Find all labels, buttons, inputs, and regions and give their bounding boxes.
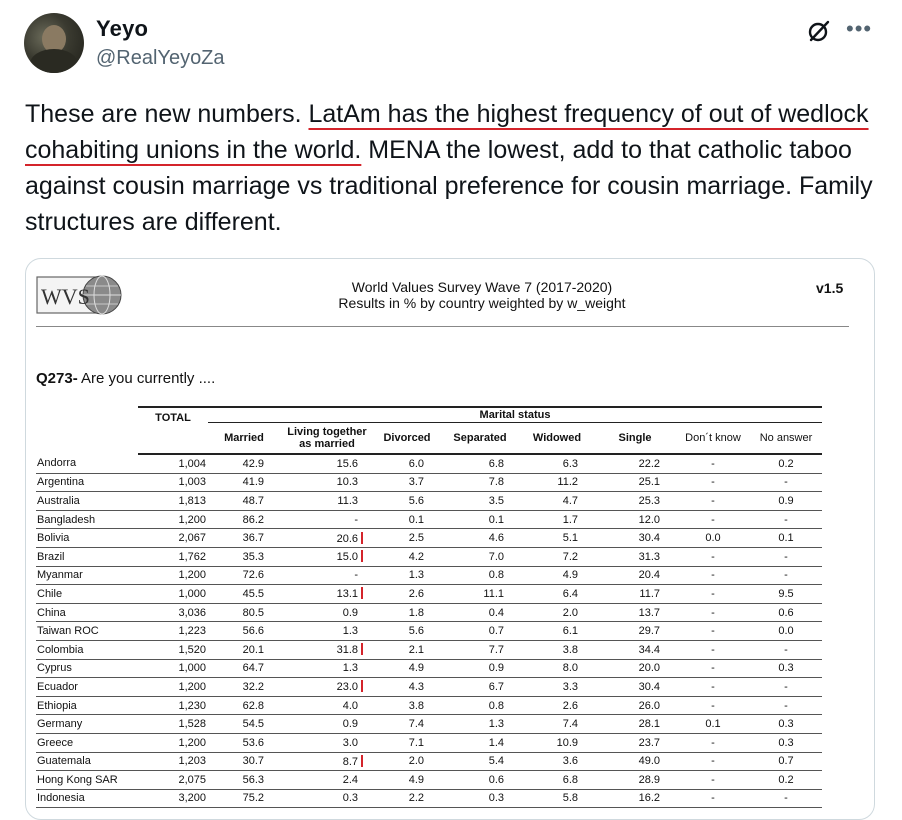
cell-living-together: 20.6 — [280, 529, 374, 548]
avatar[interactable] — [24, 13, 84, 73]
cell-single: 30.4 — [594, 529, 676, 548]
cell-married: 53.6 — [208, 733, 280, 752]
cell-no-answer: 0.0 — [750, 622, 822, 641]
avatar-body — [30, 49, 78, 73]
question-code: Q273- — [36, 370, 78, 387]
cell-married: 48.7 — [208, 492, 280, 511]
cell-country: Ethiopia — [36, 696, 138, 715]
cell-divorced: 2.6 — [374, 585, 440, 604]
cell-no-answer: 0.1 — [750, 529, 822, 548]
cell-country: Cyprus — [36, 659, 138, 678]
cell-country: Myanmar — [36, 566, 138, 585]
table-row — [36, 566, 822, 585]
cell-total: 1,813 — [138, 492, 208, 511]
cell-divorced: 2.1 — [374, 640, 440, 659]
cell-married: 54.5 — [208, 715, 280, 734]
cell-living-together: 8.7 — [280, 752, 374, 771]
cell-separated: 0.3 — [440, 789, 520, 808]
cell-total: 1,520 — [138, 640, 208, 659]
cell-total: 1,528 — [138, 715, 208, 734]
cell-country: Germany — [36, 715, 138, 734]
cell-single: 11.7 — [594, 585, 676, 604]
cell-single: 34.4 — [594, 640, 676, 659]
cell-widowed: 6.8 — [520, 771, 594, 790]
cell-divorced: 4.3 — [374, 678, 440, 697]
cell-divorced: 7.4 — [374, 715, 440, 734]
cell-no-answer: - — [750, 789, 822, 808]
cell-dont-know: 0.0 — [676, 529, 750, 548]
header-widowed: Widowed — [520, 423, 594, 455]
cell-total: 1,003 — [138, 473, 208, 492]
cell-single: 23.7 — [594, 733, 676, 752]
cell-dont-know: - — [676, 510, 750, 529]
cell-divorced: 7.1 — [374, 733, 440, 752]
header-single: Single — [594, 423, 676, 455]
cell-country: Greece — [36, 733, 138, 752]
cell-country: Colombia — [36, 640, 138, 659]
cell-married: 20.1 — [208, 640, 280, 659]
header-divider — [36, 326, 849, 327]
cell-widowed: 6.3 — [520, 454, 594, 473]
cell-living-together: 10.3 — [280, 473, 374, 492]
cell-living-together: 15.0 — [280, 547, 374, 566]
cell-country: Australia — [36, 492, 138, 511]
cell-married: 56.6 — [208, 622, 280, 641]
table-row — [36, 696, 822, 715]
cell-dont-know: - — [676, 454, 750, 473]
cell-no-answer: - — [750, 473, 822, 492]
table-row — [36, 622, 822, 641]
cell-widowed: 2.0 — [520, 603, 594, 622]
cell-no-answer: 0.7 — [750, 752, 822, 771]
cell-living-together: 1.3 — [280, 659, 374, 678]
header-total: TOTAL — [138, 407, 208, 454]
table-row — [36, 454, 822, 473]
cell-separated: 0.4 — [440, 603, 520, 622]
header-living-together: Living together as married — [280, 423, 374, 455]
cell-single: 22.2 — [594, 454, 676, 473]
cell-widowed: 7.2 — [520, 547, 594, 566]
cell-separated: 3.5 — [440, 492, 520, 511]
cell-divorced: 4.2 — [374, 547, 440, 566]
cell-living-together: 11.3 — [280, 492, 374, 511]
cell-country: Hong Kong SAR — [36, 771, 138, 790]
cell-single: 20.0 — [594, 659, 676, 678]
cell-separated: 0.6 — [440, 771, 520, 790]
cell-dont-know: - — [676, 603, 750, 622]
cell-country: China — [36, 603, 138, 622]
table-body — [36, 454, 822, 808]
cell-single: 13.7 — [594, 603, 676, 622]
cell-single: 25.3 — [594, 492, 676, 511]
table-row — [36, 510, 822, 529]
cell-married: 64.7 — [208, 659, 280, 678]
tweet-text — [25, 96, 885, 240]
cell-no-answer: - — [750, 566, 822, 585]
tweet-text-before: These are new numbers. — [25, 100, 309, 128]
cell-no-answer: 0.3 — [750, 659, 822, 678]
cell-widowed: 1.7 — [520, 510, 594, 529]
wvs-logo — [36, 273, 124, 317]
table-row — [36, 640, 822, 659]
cell-single: 49.0 — [594, 752, 676, 771]
cell-total: 1,200 — [138, 678, 208, 697]
cell-no-answer: - — [750, 640, 822, 659]
grok-icon[interactable] — [806, 18, 832, 44]
cell-living-together: 31.8 — [280, 640, 374, 659]
table-row — [36, 715, 822, 734]
cell-no-answer: 0.2 — [750, 454, 822, 473]
question-label — [36, 370, 215, 387]
cell-no-answer: - — [750, 696, 822, 715]
cell-total: 1,200 — [138, 733, 208, 752]
cell-living-together: - — [280, 510, 374, 529]
cell-divorced: 2.5 — [374, 529, 440, 548]
cell-divorced: 5.6 — [374, 622, 440, 641]
cell-total: 3,200 — [138, 789, 208, 808]
author-handle[interactable]: @RealYeyoZa — [96, 47, 225, 69]
cell-total: 1,762 — [138, 547, 208, 566]
cell-living-together: 0.9 — [280, 603, 374, 622]
cell-dont-know: - — [676, 622, 750, 641]
header-married: Married — [208, 423, 280, 455]
cell-dont-know: - — [676, 640, 750, 659]
cell-country: Indonesia — [36, 789, 138, 808]
cell-divorced: 1.3 — [374, 566, 440, 585]
cell-no-answer: 0.3 — [750, 733, 822, 752]
cell-country: Argentina — [36, 473, 138, 492]
cell-widowed: 6.1 — [520, 622, 594, 641]
tweet-image[interactable] — [25, 258, 875, 820]
cell-single: 30.4 — [594, 678, 676, 697]
cell-total: 2,075 — [138, 771, 208, 790]
table-row — [36, 752, 822, 771]
survey-title — [226, 279, 738, 311]
cell-single: 26.0 — [594, 696, 676, 715]
cell-living-together: 13.1 — [280, 585, 374, 604]
cell-living-together: 4.0 — [280, 696, 374, 715]
marital-status-table — [36, 406, 822, 808]
tweet-text-after: MENA the lowest, add to that catholic taboo against cousin marriage vs traditional preference for cousin marriage. Family structures are different. — [25, 136, 873, 236]
red-highlight-mark — [361, 532, 363, 544]
cell-living-together: 0.3 — [280, 789, 374, 808]
cell-country: Brazil — [36, 547, 138, 566]
cell-total: 1,000 — [138, 659, 208, 678]
cell-total: 2,067 — [138, 529, 208, 548]
cell-dont-know: - — [676, 696, 750, 715]
cell-no-answer: 0.3 — [750, 715, 822, 734]
cell-married: 35.3 — [208, 547, 280, 566]
table-row — [36, 603, 822, 622]
cell-widowed: 3.8 — [520, 640, 594, 659]
cell-separated: 0.8 — [440, 696, 520, 715]
cell-married: 72.6 — [208, 566, 280, 585]
cell-total: 1,000 — [138, 585, 208, 604]
red-highlight-mark — [361, 587, 363, 599]
cell-total: 3,036 — [138, 603, 208, 622]
cell-total: 1,200 — [138, 510, 208, 529]
header-no-answer: No answer — [750, 423, 822, 455]
survey-title-line1: World Values Survey Wave 7 (2017-2020) — [351, 279, 613, 295]
cell-widowed: 8.0 — [520, 659, 594, 678]
author-name[interactable]: Yeyo — [96, 16, 149, 41]
cell-widowed: 6.4 — [520, 585, 594, 604]
cell-dont-know: - — [676, 547, 750, 566]
cell-total: 1,004 — [138, 454, 208, 473]
cell-separated: 7.0 — [440, 547, 520, 566]
cell-living-together: 15.6 — [280, 454, 374, 473]
cell-dont-know: - — [676, 733, 750, 752]
red-highlight-mark — [361, 680, 363, 692]
cell-married: 41.9 — [208, 473, 280, 492]
cell-widowed: 5.1 — [520, 529, 594, 548]
cell-separated: 4.6 — [440, 529, 520, 548]
cell-divorced: 2.2 — [374, 789, 440, 808]
cell-married: 32.2 — [208, 678, 280, 697]
table-row — [36, 678, 822, 697]
cell-total: 1,230 — [138, 696, 208, 715]
cell-dont-know: 0.1 — [676, 715, 750, 734]
red-highlight-mark — [361, 550, 363, 562]
table-row — [36, 473, 822, 492]
cell-widowed: 4.9 — [520, 566, 594, 585]
cell-no-answer: 0.6 — [750, 603, 822, 622]
cell-widowed: 11.2 — [520, 473, 594, 492]
cell-country: Guatemala — [36, 752, 138, 771]
cell-no-answer: - — [750, 510, 822, 529]
cell-country: Bolivia — [36, 529, 138, 548]
cell-married: 75.2 — [208, 789, 280, 808]
table-row — [36, 733, 822, 752]
cell-divorced: 0.1 — [374, 510, 440, 529]
header-separated: Separated — [440, 423, 520, 455]
cell-living-together: 2.4 — [280, 771, 374, 790]
cell-country: Chile — [36, 585, 138, 604]
cell-country: Bangladesh — [36, 510, 138, 529]
cell-total: 1,203 — [138, 752, 208, 771]
cell-dont-know: - — [676, 659, 750, 678]
header-marital-status: Marital status — [208, 407, 822, 423]
cell-dont-know: - — [676, 473, 750, 492]
cell-single: 25.1 — [594, 473, 676, 492]
table-row — [36, 529, 822, 548]
cell-divorced: 4.9 — [374, 771, 440, 790]
cell-married: 62.8 — [208, 696, 280, 715]
cell-separated: 0.1 — [440, 510, 520, 529]
table-row — [36, 659, 822, 678]
cell-single: 20.4 — [594, 566, 676, 585]
cell-dont-know: - — [676, 678, 750, 697]
cell-country: Ecuador — [36, 678, 138, 697]
cell-dont-know: - — [676, 789, 750, 808]
cell-separated: 7.7 — [440, 640, 520, 659]
cell-single: 12.0 — [594, 510, 676, 529]
cell-living-together: 1.3 — [280, 622, 374, 641]
cell-single: 31.3 — [594, 547, 676, 566]
cell-separated: 0.9 — [440, 659, 520, 678]
cell-living-together: 23.0 — [280, 678, 374, 697]
red-highlight-mark — [361, 755, 363, 767]
cell-dont-know: - — [676, 566, 750, 585]
cell-separated: 6.8 — [440, 454, 520, 473]
cell-dont-know: - — [676, 752, 750, 771]
cell-no-answer: 9.5 — [750, 585, 822, 604]
svg-text:WVS: WVS — [41, 284, 90, 309]
cell-total: 1,223 — [138, 622, 208, 641]
cell-single: 28.9 — [594, 771, 676, 790]
cell-dont-know: - — [676, 585, 750, 604]
more-options-icon[interactable]: ••• — [846, 16, 873, 41]
cell-divorced: 1.8 — [374, 603, 440, 622]
cell-divorced: 3.8 — [374, 696, 440, 715]
cell-widowed: 7.4 — [520, 715, 594, 734]
cell-country: Taiwan ROC — [36, 622, 138, 641]
cell-divorced: 3.7 — [374, 473, 440, 492]
question-text: Are you currently .... — [77, 370, 216, 387]
header-divorced: Divorced — [374, 423, 440, 455]
cell-no-answer: 0.9 — [750, 492, 822, 511]
cell-total: 1,200 — [138, 566, 208, 585]
red-highlight-mark — [361, 643, 363, 655]
cell-married: 36.7 — [208, 529, 280, 548]
cell-separated: 6.7 — [440, 678, 520, 697]
table-row — [36, 789, 822, 808]
table-row — [36, 547, 822, 566]
cell-widowed: 3.3 — [520, 678, 594, 697]
cell-widowed: 5.8 — [520, 789, 594, 808]
cell-separated: 7.8 — [440, 473, 520, 492]
cell-married: 30.7 — [208, 752, 280, 771]
cell-divorced: 5.6 — [374, 492, 440, 511]
cell-married: 86.2 — [208, 510, 280, 529]
cell-separated: 5.4 — [440, 752, 520, 771]
cell-separated: 0.8 — [440, 566, 520, 585]
cell-widowed: 4.7 — [520, 492, 594, 511]
cell-widowed: 3.6 — [520, 752, 594, 771]
cell-living-together: 3.0 — [280, 733, 374, 752]
cell-single: 29.7 — [594, 622, 676, 641]
cell-separated: 11.1 — [440, 585, 520, 604]
cell-dont-know: - — [676, 492, 750, 511]
cell-living-together: - — [280, 566, 374, 585]
survey-version: v1.5 — [816, 280, 844, 296]
cell-no-answer: 0.2 — [750, 771, 822, 790]
cell-single: 28.1 — [594, 715, 676, 734]
cell-single: 16.2 — [594, 789, 676, 808]
cell-widowed: 2.6 — [520, 696, 594, 715]
cell-married: 45.5 — [208, 585, 280, 604]
table-row — [36, 492, 822, 511]
cell-divorced: 2.0 — [374, 752, 440, 771]
cell-divorced: 4.9 — [374, 659, 440, 678]
cell-dont-know: - — [676, 771, 750, 790]
cell-divorced: 6.0 — [374, 454, 440, 473]
cell-country: Andorra — [36, 454, 138, 473]
tweet-text-highlight: LatAm has the highest frequency of out of wedlock cohabiting unions in the world. — [25, 100, 869, 164]
cell-no-answer: - — [750, 547, 822, 566]
cell-no-answer: - — [750, 678, 822, 697]
cell-separated: 0.7 — [440, 622, 520, 641]
table-row — [36, 585, 822, 604]
header-dont-know: Don´t know — [676, 423, 750, 455]
cell-married: 80.5 — [208, 603, 280, 622]
cell-married: 42.9 — [208, 454, 280, 473]
cell-married: 56.3 — [208, 771, 280, 790]
survey-title-line2: Results in % by country weighted by w_weight — [338, 295, 626, 311]
cell-widowed: 10.9 — [520, 733, 594, 752]
cell-living-together: 0.9 — [280, 715, 374, 734]
cell-separated: 1.3 — [440, 715, 520, 734]
header-country — [36, 423, 138, 455]
table-row — [36, 771, 822, 790]
header-blank — [36, 407, 138, 423]
cell-separated: 1.4 — [440, 733, 520, 752]
